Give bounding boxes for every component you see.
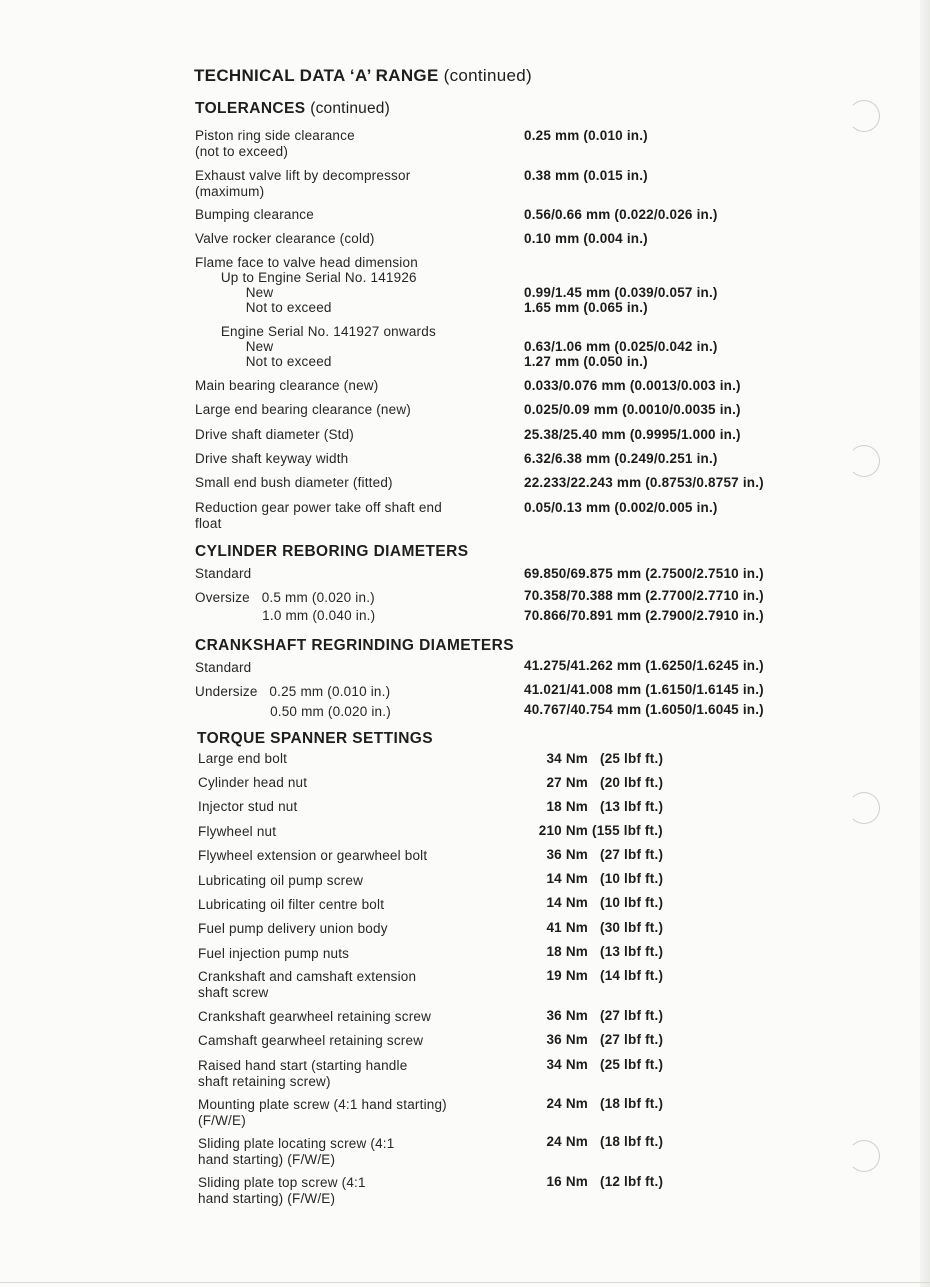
torque-nm: 27 Nm — [546, 775, 588, 790]
tolerances-heading-main: TOLERANCES — [195, 100, 306, 117]
torque-lbf: (10 lbf ft.) — [600, 871, 664, 886]
torque-label: Flywheel extension or gearwheel bolt — [198, 848, 428, 863]
tol-value: 0.025/0.09 mm (0.0010/0.0035 in.) — [524, 402, 741, 417]
torque-lbf: (18 lbf ft.) — [600, 1096, 664, 1111]
torque-label: Crankshaft gearwheel retaining screw — [198, 1009, 432, 1024]
torque-label-line: hand starting) (F/W/E) — [198, 1191, 336, 1206]
torque-label-line: Sliding plate top screw (4:1 — [198, 1175, 366, 1190]
tol-label — [195, 500, 442, 532]
regrind-value: 41.021/41.008 mm (1.6150/1.6145 in.) — [524, 682, 764, 697]
torque-value — [524, 920, 663, 936]
torque-lbf: (30 lbf ft.) — [600, 920, 664, 935]
torque-nm: 18 Nm — [546, 799, 588, 814]
torque-lbf: (27 lbf ft.) — [600, 1032, 664, 1047]
torque-label — [198, 1097, 447, 1129]
rebore-label: 1.0 mm (0.040 in.) — [195, 608, 376, 623]
reboring-heading: CYLINDER REBORING DIAMETERS — [195, 543, 469, 560]
tol-value: 0.38 mm (0.015 in.) — [524, 168, 648, 183]
torque-lbf: (13 lbf ft.) — [600, 799, 664, 814]
tol-label: Not to exceed — [222, 300, 332, 315]
torque-label-line: shaft screw — [198, 985, 269, 1000]
torque-value — [524, 775, 663, 791]
torque-value — [524, 1096, 663, 1112]
torque-lbf: (20 lbf ft.) — [600, 775, 664, 790]
rebore-label: Standard — [195, 566, 252, 581]
tol-value: 6.32/6.38 mm (0.249/0.251 in.) — [524, 451, 718, 466]
torque-label: Large end bolt — [198, 751, 288, 766]
tol-value: 1.65 mm (0.065 in.) — [524, 300, 648, 315]
rebore-label: Oversize 0.5 mm (0.020 in.) — [195, 590, 375, 605]
torque-label: Camshaft gearwheel retaining screw — [198, 1033, 424, 1048]
tol-label-line: (maximum) — [195, 184, 265, 199]
torque-value — [524, 871, 663, 887]
tol-label: Main bearing clearance (new) — [195, 378, 379, 393]
tol-label: Drive shaft keyway width — [195, 451, 349, 466]
torque-label-line: shaft retaining screw) — [198, 1074, 331, 1089]
torque-label: Fuel pump delivery union body — [198, 921, 388, 936]
punch-hole — [848, 792, 880, 824]
torque-value — [524, 1134, 663, 1150]
rebore-value: 69.850/69.875 mm (2.7500/2.7510 in.) — [524, 566, 764, 581]
torque-lbf: (25 lbf ft.) — [600, 751, 664, 766]
tol-label: Not to exceed — [222, 354, 332, 369]
torque-value — [524, 944, 663, 960]
punch-hole — [848, 1140, 880, 1172]
torque-value — [524, 968, 663, 984]
tol-label-line: Reduction gear power take off shaft end — [195, 500, 442, 515]
torque-label-line: hand starting) (F/W/E) — [198, 1152, 336, 1167]
tol-label: Drive shaft diameter (Std) — [195, 427, 354, 442]
torque-nm: 210 Nm — [538, 823, 588, 838]
tol-label: Valve rocker clearance (cold) — [195, 231, 375, 246]
torque-nm: 14 Nm — [546, 895, 588, 910]
torque-label-line: Mounting plate screw (4:1 hand starting) — [198, 1097, 447, 1112]
tol-label-line: (not to exceed) — [195, 144, 289, 159]
tol-value: 0.56/0.66 mm (0.022/0.026 in.) — [524, 207, 718, 222]
torque-lbf: (27 lbf ft.) — [600, 1008, 664, 1023]
torque-label — [198, 1136, 394, 1168]
regrinding-heading: CRANKSHAFT REGRINDING DIAMETERS — [195, 637, 514, 654]
tol-value: 0.99/1.45 mm (0.039/0.057 in.) — [524, 285, 718, 300]
torque-value — [524, 1174, 663, 1190]
tol-label-line: float — [195, 516, 222, 531]
torque-lbf: (12 lbf ft.) — [600, 1174, 664, 1189]
tol-label: New — [222, 339, 274, 354]
tol-label — [195, 128, 355, 160]
torque-nm: 24 Nm — [546, 1134, 588, 1149]
torque-value — [524, 751, 663, 767]
tol-value: 0.25 mm (0.010 in.) — [524, 128, 648, 143]
torque-nm: 18 Nm — [546, 944, 588, 959]
tol-label — [195, 168, 410, 200]
tol-label-line: Piston ring side clearance — [195, 128, 355, 143]
torque-label: Injector stud nut — [198, 799, 298, 814]
torque-nm: 41 Nm — [546, 920, 588, 935]
torque-value — [524, 799, 663, 815]
rebore-value: 70.866/70.891 mm (2.7900/2.7910 in.) — [524, 608, 764, 623]
torque-lbf: (10 lbf ft.) — [600, 895, 664, 910]
torque-nm: 24 Nm — [546, 1096, 588, 1111]
page-title-main: TECHNICAL DATA ‘A’ RANGE — [194, 66, 439, 85]
torque-nm: 34 Nm — [546, 1057, 588, 1072]
torque-label — [198, 969, 416, 1001]
tol-value: 22.233/22.243 mm (0.8753/0.8757 in.) — [524, 475, 764, 490]
torque-label — [198, 1058, 407, 1090]
torque-lbf: (155 lbf ft.) — [592, 823, 663, 838]
torque-lbf: (13 lbf ft.) — [600, 944, 664, 959]
torque-nm: 34 Nm — [546, 751, 588, 766]
page-title — [194, 66, 532, 86]
torque-value — [524, 1032, 663, 1048]
punch-hole — [848, 100, 880, 132]
tolerances-heading-continued: (continued) — [310, 100, 390, 117]
torque-label: Fuel injection pump nuts — [198, 946, 350, 961]
regrind-value: 40.767/40.754 mm (1.6050/1.6045 in.) — [524, 702, 764, 717]
tol-label: Small end bush diameter (fitted) — [195, 475, 393, 490]
torque-label-line: Sliding plate locating screw (4:1 — [198, 1136, 395, 1151]
torque-label-line: (F/W/E) — [198, 1113, 246, 1128]
tol-label: New — [222, 285, 274, 300]
torque-label-line: Crankshaft and camshaft extension — [198, 969, 417, 984]
torque-value — [524, 823, 663, 839]
torque-nm: 16 Nm — [546, 1174, 588, 1189]
regrind-label: Undersize 0.25 mm (0.010 in.) — [195, 684, 391, 699]
regrind-value: 41.275/41.262 mm (1.6250/1.6245 in.) — [524, 658, 764, 673]
torque-label: Lubricating oil pump screw — [198, 873, 364, 888]
tolerances-heading — [195, 100, 390, 118]
page-bottom-line — [0, 1282, 930, 1283]
regrind-label: Standard — [195, 660, 252, 675]
torque-label-line: Raised hand start (starting handle — [198, 1058, 408, 1073]
torque-nm: 36 Nm — [546, 1008, 588, 1023]
torque-lbf: (14 lbf ft.) — [600, 968, 664, 983]
tol-value: 0.10 mm (0.004 in.) — [524, 231, 648, 246]
tol-value: 25.38/25.40 mm (0.9995/1.000 in.) — [524, 427, 741, 442]
torque-value — [524, 895, 663, 911]
torque-label: Flywheel nut — [198, 824, 277, 839]
torque-nm: 36 Nm — [546, 1032, 588, 1047]
torque-label: Lubricating oil filter centre bolt — [198, 897, 385, 912]
tol-label: Up to Engine Serial No. 141926 — [209, 270, 417, 285]
torque-heading: TORQUE SPANNER SETTINGS — [197, 730, 433, 747]
tol-value: 0.033/0.076 mm (0.0013/0.003 in.) — [524, 378, 741, 393]
tol-value: 0.05/0.13 mm (0.002/0.005 in.) — [524, 500, 718, 515]
tol-value: 0.63/1.06 mm (0.025/0.042 in.) — [524, 339, 718, 354]
torque-nm: 19 Nm — [546, 968, 588, 983]
tol-value: 1.27 mm (0.050 in.) — [524, 354, 648, 369]
punch-hole — [848, 445, 880, 477]
page-edge-shadow — [920, 0, 930, 1287]
page-title-continued: (continued) — [443, 66, 532, 85]
torque-value — [524, 847, 663, 863]
torque-value — [524, 1008, 663, 1024]
torque-lbf: (25 lbf ft.) — [600, 1057, 664, 1072]
torque-lbf: (18 lbf ft.) — [600, 1134, 664, 1149]
tol-label: Bumping clearance — [195, 207, 314, 222]
tol-label: Flame face to valve head dimension — [195, 255, 418, 270]
torque-nm: 14 Nm — [546, 871, 588, 886]
torque-nm: 36 Nm — [546, 847, 588, 862]
torque-value — [524, 1057, 663, 1073]
tol-label-line: Exhaust valve lift by decompressor — [195, 168, 411, 183]
regrind-label: 0.50 mm (0.020 in.) — [195, 704, 391, 719]
torque-lbf: (27 lbf ft.) — [600, 847, 664, 862]
torque-label: Cylinder head nut — [198, 775, 308, 790]
tol-label: Engine Serial No. 141927 onwards — [209, 324, 436, 339]
tol-label: Large end bearing clearance (new) — [195, 402, 411, 417]
torque-label — [198, 1175, 366, 1207]
rebore-value: 70.358/70.388 mm (2.7700/2.7710 in.) — [524, 588, 764, 603]
